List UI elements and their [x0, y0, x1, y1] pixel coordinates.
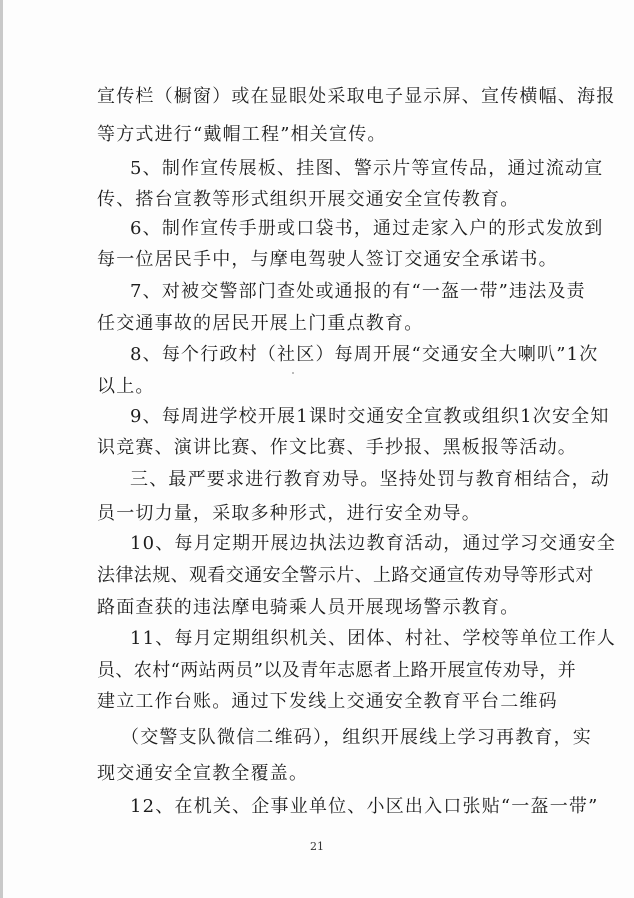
text-line-18: 11、每月定期组织机关、团体、村社、学校等单位工作人	[130, 628, 617, 649]
text-line-11: 9、每周进学校开展1课时交通安全宣教或组织1次安全知	[130, 406, 610, 427]
text-line-1: 宣传栏（橱窗）或在显眼处采取电子显示屏、宣传横幅、海报	[97, 86, 616, 107]
section-heading-three: 三、最严要求进行教育劝导。	[130, 469, 380, 490]
text-line-8: 任交通事故的居民开展上门重点教育。	[97, 313, 424, 334]
section-three-line	[130, 469, 610, 491]
text-line-22: 现交通安全宣教全覆盖。	[97, 763, 309, 784]
text-line-4: 传、搭台宣教等形式组织开展交通安全宣传教育。	[97, 189, 520, 210]
scan-edge	[0, 0, 3, 898]
text-line-16: 法律法规、观看交通安全警示片、上路交通宣传劝导等形式对	[97, 565, 594, 586]
text-line-7: 7、对被交警部门查处或通报的有“一盔一带”违法及责	[130, 281, 586, 302]
text-line-21: （交警支队微信二维码），组织开展线上学习再教育，实	[121, 727, 592, 748]
section-three-intro: 坚持处罚与教育相结合，动	[379, 469, 611, 490]
text-line-23: 12、在机关、企事业单位、小区出入口张贴“一盔一带”	[130, 796, 599, 817]
text-line-19: 员、农村“两站两员”以及青年志愿者上路开展宣传劝导，并	[97, 660, 577, 681]
text-line-14: 员一切力量，采取多种形式，进行安全劝导。	[97, 503, 481, 524]
text-line-3: 5、制作宣传展板、挂图、警示片等宣传品，通过流动宣	[130, 158, 604, 179]
page-number: 21	[310, 840, 324, 853]
text-line-9: 8、每个行政村（社区）每周开展“交通安全大喇叭”1次	[130, 344, 599, 365]
text-line-6: 每一位居民手中，与摩电驾驶人签订交通安全承诺书。	[97, 249, 558, 270]
text-line-15: 10、每月定期开展边执法边教育活动，通过学习交通安全	[130, 533, 617, 554]
text-line-17: 路面查获的违法摩电骑乘人员开展现场警示教育。	[97, 597, 520, 618]
text-line-10: 以上。	[97, 376, 155, 397]
text-line-12: 识竞赛、演讲比赛、作文比赛、手抄报、黑板报等活动。	[97, 437, 577, 458]
scan-speck	[292, 372, 294, 374]
text-line-20: 建立工作台账。通过下发线上交通安全教育平台二维码	[97, 691, 558, 712]
text-line-5: 6、制作宣传手册或口袋书，通过走家入户的形式发放到	[130, 218, 604, 239]
text-line-2: 等方式进行“戴帽工程”相关宣传。	[97, 124, 387, 145]
